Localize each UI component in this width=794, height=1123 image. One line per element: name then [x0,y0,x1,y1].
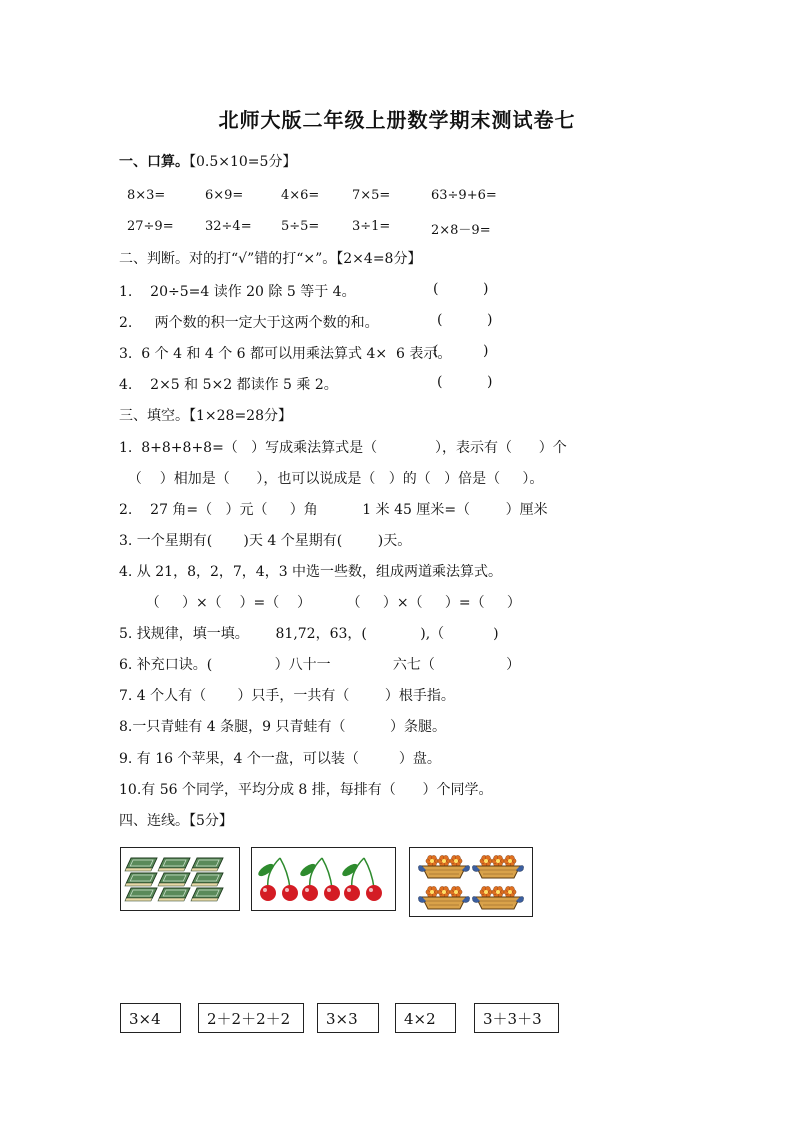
banknote [191,873,223,886]
picture-cherries[interactable] [251,847,396,911]
answer-box-5[interactable]: 3＋3＋3 [474,1003,559,1033]
fill-item-7: 7. 4 个人有（ ）只手，一共有（ ）根手指。 [119,688,455,704]
cherry-pair [298,858,340,901]
cherries-icon [252,848,395,910]
flower-basket [418,886,469,909]
judge-item-3: 3. 6 个 4 和 4 个 6 都可以用乘法算式 4× 6 表示。 [119,346,452,362]
cherry-pair [256,858,298,901]
fill-item-4b: （ ）×（ ）=（ ） （ ）×（ ）=（ ） [119,595,521,611]
judge-answer-3[interactable]: ( ) [433,343,489,359]
fill-item-3: 3. 一个星期有( )天 4 个星期有( )天。 [119,533,412,549]
banknotes-icon [121,848,239,910]
banknote [125,873,157,886]
judge-answer-2[interactable]: ( ) [437,312,493,328]
judge-answer-1[interactable]: ( ) [433,281,489,297]
picture-banknotes[interactable] [120,847,240,911]
banknote [158,888,190,901]
calc-1-1: 8×3= [127,188,166,203]
section-3-heading: 三、填空。【1×28=28分】 [119,408,292,424]
section-4-heading: 四、连线。【5分】 [119,813,233,829]
calc-2-3: 5÷5= [281,219,320,234]
judge-item-4: 4. 2×5 和 5×2 都读作 5 乘 2。 [119,377,338,393]
banknote [125,888,157,901]
banknote [158,873,190,886]
fill-item-4a: 4. 从 21，8，2，7，4，3 中选一些数，组成两道乘法算式。 [119,564,503,580]
calc-2-1: 27÷9= [127,219,174,234]
calc-1-5: 63÷9+6= [431,188,497,203]
banknote [158,858,190,871]
calc-2-2: 32÷4= [205,219,252,234]
calc-1-4: 7×5= [352,188,391,203]
fill-item-5: 5. 找规律，填一填。 81,72，63，( ),（ ) [119,626,499,642]
fill-item-1b: （ ）相加是（ ），也可以说成是（ ）的（ ）倍是（ ）。 [119,471,544,487]
fill-item-2: 2. 27 角=（ ）元（ ）角 1 米 45 厘米=（ ）厘米 [119,502,548,518]
flower-basket [418,855,469,878]
picture-flower-baskets[interactable] [409,847,533,917]
page-title: 北师大版二年级上册数学期末测试卷七 [218,108,576,132]
judge-item-1: 1. 20÷5=4 读作 20 除 5 等于 4。 [119,284,356,300]
banknote [191,858,223,871]
fill-item-6: 6. 补充口诀。( ）八十一 六七（ ） [119,657,521,673]
fill-item-1a: 1. 8+8+8+8=（ ）写成乘法算式是（ ），表示有（ ）个 [119,440,567,456]
calc-1-3: 4×6= [281,188,320,203]
answer-box-4[interactable]: 4×2 [395,1003,456,1033]
banknote [191,888,223,901]
flower-basket-icon [410,848,532,916]
section-2-heading: 二、判断。对的打“√”错的打“×”。【2×4=8分】 [119,251,422,267]
fill-item-8: 8.一只青蛙有 4 条腿，9 只青蛙有（ ）条腿。 [119,719,447,735]
answer-box-1[interactable]: 3×4 [120,1003,181,1033]
banknote [125,858,157,871]
calc-1-2: 6×9= [205,188,244,203]
cherry-pair [340,858,382,901]
calc-2-4: 3÷1= [352,219,391,234]
calc-2-5: 2×8－9= [431,223,491,238]
answer-box-3[interactable]: 3×3 [317,1003,379,1033]
flower-basket [472,886,523,909]
judge-item-2: 2. 两个数的积一定大于这两个数的和。 [119,315,379,331]
answer-box-2[interactable]: 2＋2＋2＋2 [198,1003,304,1033]
fill-item-9: 9. 有 16 个苹果，4 个一盘，可以装（ ）盘。 [119,751,441,767]
section-1-heading: 一、口算。【0.5×10=5分】 [119,154,297,170]
judge-answer-4[interactable]: ( ) [437,374,493,390]
fill-item-10: 10.有 56 个同学，平均分成 8 排，每排有（ ）个同学。 [119,782,493,798]
flower-basket [472,855,523,878]
